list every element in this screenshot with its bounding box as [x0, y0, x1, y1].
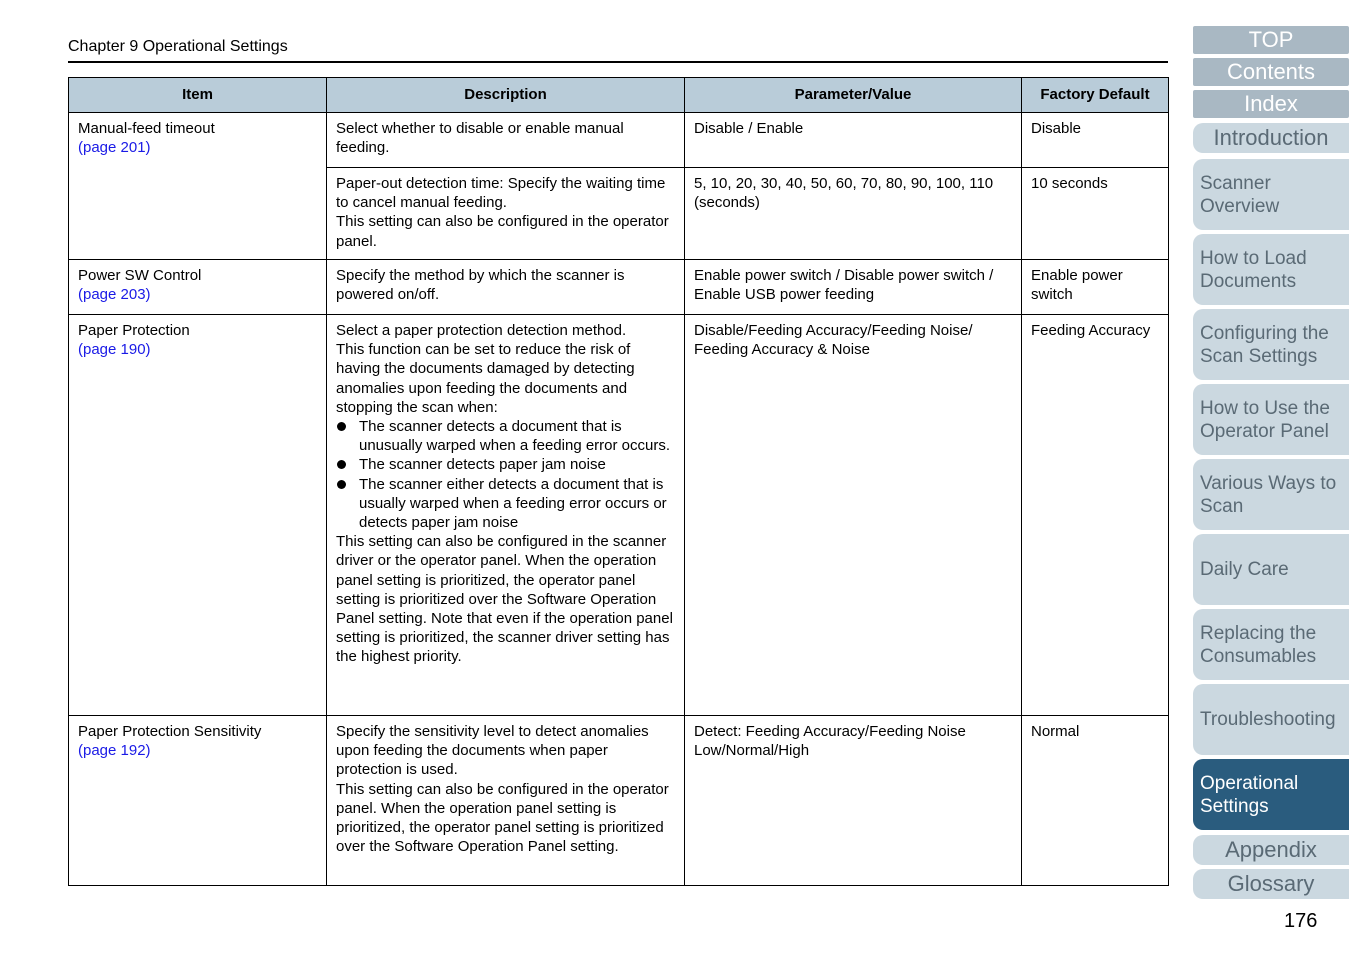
nav-top-button[interactable]: TOP: [1193, 26, 1349, 54]
nav-glossary-tab[interactable]: Glossary: [1193, 869, 1349, 899]
description-cell: [327, 315, 685, 716]
nav-tab-scanner-overview[interactable]: [1193, 159, 1349, 230]
table-row: [69, 315, 1169, 716]
value-cell: Disable/Feeding Accuracy/Feeding Noise/ Feeding Accuracy & Noise: [685, 315, 1022, 716]
item-name: Power SW Control: [78, 267, 202, 284]
item-cell: [69, 260, 327, 315]
nav-contents-button[interactable]: Contents: [1193, 58, 1349, 86]
value-cell: Disable / Enable: [685, 113, 1022, 168]
description-intro: Select a paper protection detection method. This function can be set to reduce the risk of having the documents damaged by detecting anomalies upon feeding the documents and stopping the scan when:: [336, 322, 635, 416]
item-cell: [69, 716, 327, 886]
description-cell: Specify the sensitivity level to detect anomalies upon feeding the documents when paper protection is used. This setting can also be configured in the operator panel. When the operation panel setting is prioritized, the operator panel setting is prioritized over the Software Operation Panel setting.: [327, 716, 685, 886]
chapter-title: Chapter 9 Operational Settings: [68, 38, 288, 55]
item-name: Paper Protection Sensitivity: [78, 723, 262, 740]
page-link[interactable]: (page 203): [78, 286, 151, 304]
tab-label: Configuring the Scan Settings: [1200, 322, 1329, 367]
nav-tab-operator-panel[interactable]: [1193, 384, 1349, 455]
bullet-item: The scanner either detects a document that is usually warped when a feeding error occurs or detects paper jam noise: [336, 475, 675, 533]
default-cell: 10 seconds: [1022, 168, 1169, 260]
column-header-item: Item: [69, 78, 327, 113]
nav-tab-configuring-scan-settings[interactable]: [1193, 309, 1349, 380]
tab-label: Scanner Overview: [1200, 172, 1280, 217]
column-header-default: Factory Default: [1022, 78, 1169, 113]
value-cell: Detect: Feeding Accuracy/Feeding Noise Low/Normal/High: [685, 716, 1022, 886]
tab-label: How to Use the Operator Panel: [1200, 397, 1330, 442]
item-cell: [69, 315, 327, 716]
default-cell: Disable: [1022, 113, 1169, 168]
item-cell: [69, 113, 327, 260]
column-header-parameter: Parameter/Value: [685, 78, 1022, 113]
table-row: [69, 113, 1169, 168]
table-header-row: [69, 78, 1169, 113]
bullet-list: [336, 417, 675, 532]
default-cell: Feeding Accuracy: [1022, 315, 1169, 716]
column-header-description: Description: [327, 78, 685, 113]
nav-tab-troubleshooting[interactable]: [1193, 684, 1349, 755]
nav-introduction-tab[interactable]: Introduction: [1193, 123, 1349, 153]
tab-label: Troubleshooting: [1200, 709, 1336, 730]
nav-tab-daily-care[interactable]: [1193, 534, 1349, 605]
nav-appendix-tab[interactable]: Appendix: [1193, 835, 1349, 865]
nav-tab-operational-settings[interactable]: [1193, 759, 1349, 830]
tab-label: Various Ways to Scan: [1200, 472, 1337, 517]
bullet-item: The scanner detects paper jam noise: [336, 455, 675, 474]
table-row: [69, 716, 1169, 886]
item-name: Paper Protection: [78, 322, 190, 339]
value-cell: Enable power switch / Disable power switch / Enable USB power feeding: [685, 260, 1022, 315]
table-row: [69, 260, 1169, 315]
item-name: Manual-feed timeout: [78, 120, 215, 137]
settings-table: [68, 77, 1169, 886]
description-cell: Paper-out detection time: Specify the waiting time to cancel manual feeding. This setting can also be configured in the operator panel.: [327, 168, 685, 260]
tab-label: Daily Care: [1200, 559, 1289, 580]
page-link[interactable]: (page 190): [78, 341, 151, 359]
description-outro: This setting can also be configured in the scanner driver or the operator panel. When the operation panel setting is prioritized, the operator panel setting is prioritized over the Software Operation Panel setting. Note that even if the operation panel setting is prioritized, the scanner driver setting has the highest priority.: [336, 533, 673, 666]
default-cell: Normal: [1022, 716, 1169, 886]
nav-tab-how-to-load-documents[interactable]: [1193, 234, 1349, 305]
tab-label: Operational Settings: [1200, 772, 1299, 817]
description-cell: Select whether to disable or enable manual feeding.: [327, 113, 685, 168]
bullet-item: The scanner detects a document that is unusually warped when a feeding error occurs.: [336, 417, 675, 455]
header-rule: [68, 61, 1168, 63]
description-cell: Specify the method by which the scanner is powered on/off.: [327, 260, 685, 315]
page-number: 176: [1284, 910, 1318, 932]
page-link[interactable]: (page 201): [78, 139, 151, 157]
value-cell: 5, 10, 20, 30, 40, 50, 60, 70, 80, 90, 100, 110 (seconds): [685, 168, 1022, 260]
tab-label: Replacing the Consumables: [1200, 622, 1317, 667]
nav-index-button[interactable]: Index: [1193, 90, 1349, 118]
default-cell: Enable power switch: [1022, 260, 1169, 315]
nav-tab-various-ways-to-scan[interactable]: [1193, 459, 1349, 530]
nav-tab-replacing-consumables[interactable]: [1193, 609, 1349, 680]
page-link[interactable]: (page 192): [78, 742, 151, 760]
tab-label: How to Load Documents: [1200, 247, 1307, 292]
